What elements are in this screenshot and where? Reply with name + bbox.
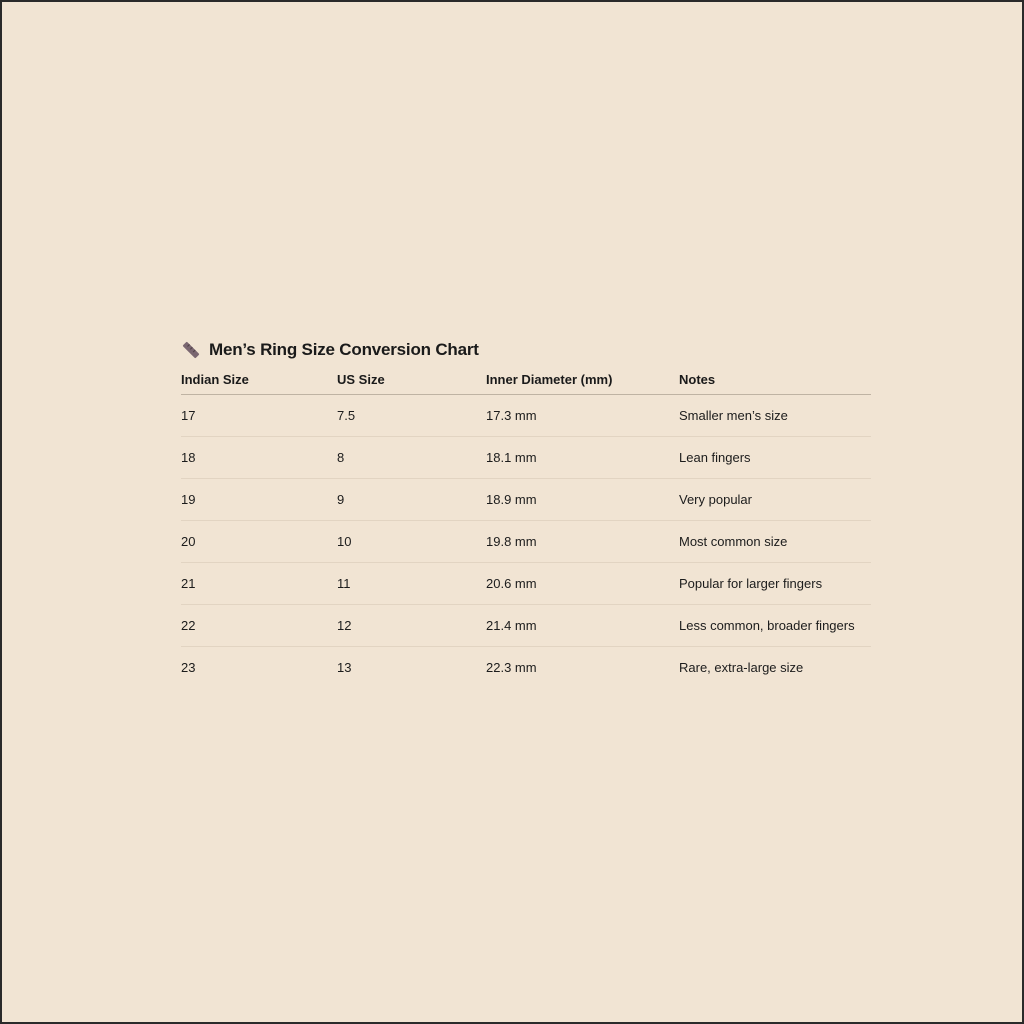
us-size-cell: 10 — [337, 521, 486, 563]
indian-size-cell: 22 — [181, 605, 337, 647]
table-row — [181, 647, 871, 689]
notes-cell: Rare, extra-large size — [679, 660, 804, 675]
table-row — [181, 395, 871, 437]
indian-size-cell: 18 — [181, 437, 337, 479]
us-size-cell: 9 — [337, 479, 486, 521]
notes-cell: Less common, broader fingers — [679, 605, 871, 647]
ring-size-chart — [181, 338, 871, 688]
inner-diameter-cell: 17.3 mm — [486, 395, 679, 437]
us-size-cell: 12 — [337, 605, 486, 647]
inner-diameter-cell: 20.6 mm — [486, 563, 679, 605]
table-row — [181, 605, 871, 647]
us-size-cell: 8 — [337, 437, 486, 479]
inner-diameter-cell: 18.9 mm — [486, 479, 679, 521]
inner-diameter-cell: 18.1 mm — [486, 437, 679, 479]
indian-size-cell: 17 — [181, 395, 337, 437]
us-size-cell: 11 — [337, 563, 486, 605]
table-row — [181, 563, 871, 605]
notes-cell: Smaller men’s size — [679, 395, 871, 437]
column-header-notes: Notes — [679, 372, 871, 395]
ruler-icon — [181, 340, 201, 360]
notes-cell: Very popular — [679, 479, 871, 521]
inner-diameter-cell: 19.8 mm — [486, 521, 679, 563]
size-table — [181, 372, 871, 688]
chart-header — [181, 338, 871, 362]
indian-size-cell: 23 — [181, 660, 196, 675]
table-row — [181, 479, 871, 521]
chart-title: Men’s Ring Size Conversion Chart — [209, 340, 479, 359]
indian-size-cell: 20 — [181, 521, 337, 563]
inner-diameter-cell: 21.4 mm — [486, 605, 679, 647]
notes-cell: Lean fingers — [679, 437, 871, 479]
column-header-inner-diameter: Inner Diameter (mm) — [486, 372, 679, 395]
table-row — [181, 521, 871, 563]
notes-cell: Popular for larger fingers — [679, 563, 871, 605]
table-row — [181, 437, 871, 479]
us-size-cell: 13 — [337, 660, 352, 675]
column-header-indian-size: Indian Size — [181, 372, 337, 395]
notes-cell: Most common size — [679, 521, 871, 563]
indian-size-cell: 19 — [181, 479, 337, 521]
table-header-row — [181, 372, 871, 395]
inner-diameter-cell: 22.3 mm — [486, 660, 537, 675]
us-size-cell: 7.5 — [337, 395, 486, 437]
indian-size-cell: 21 — [181, 563, 337, 605]
column-header-us-size: US Size — [337, 372, 486, 395]
